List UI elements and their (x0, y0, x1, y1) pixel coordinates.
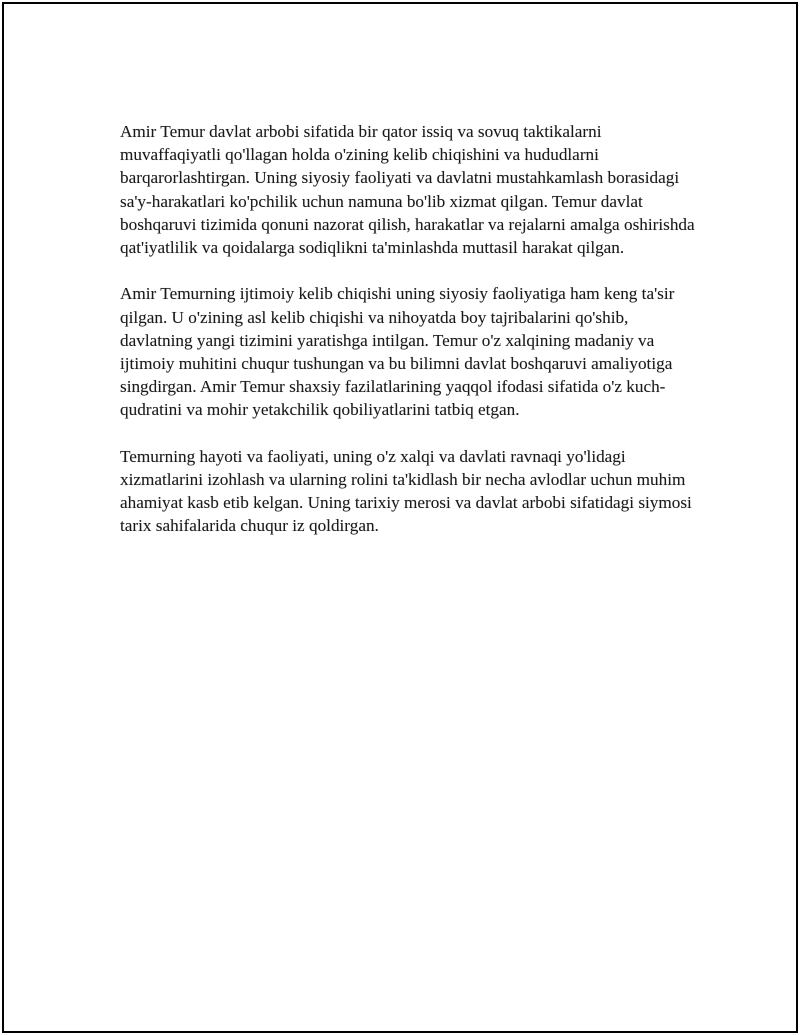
paragraph-3: Temurning hayoti va faoliyati, uning o'z xalqi va davlati ravnaqi yo'lidagi xizmatlarini izohlash va ularning rolini ta'kidlash bir necha avlodlar uchun muhim ahamiyat kasb etib kelgan. Uning tarixiy merosi va davlat arbobi sifatidagi siymosi tarix sahifalarida chuqur iz qoldirgan. (120, 446, 692, 536)
document-body (120, 120, 700, 561)
document-page (2, 2, 798, 1033)
paragraph-2: Amir Temurning ijtimoiy kelib chiqishi uning siyosiy faoliyatiga ham keng ta'sir qilgan. U o'zining asl kelib chiqishi va nihoyatda boy tajribalarini qo'shib, davlatning yangi tizimini yaratishga intilgan. Temur o'z xalqining madaniy va ijtimoiy muhitini chuqur tushungan va bu bilimni davlat boshqaruvi amaliyotiga singdirgan. Amir Temur shaxsiy fazilatlarining yaqqol ifodasi sifatida o'z kuch-qudratini va mohir yetakchilik qobiliyatlarini tatbiq etgan. (120, 284, 675, 420)
paragraph-1: Amir Temur davlat arbobi sifatida bir qator issiq va sovuq taktikalarni muvaffaqiyatli qo'llagan holda o'zining kelib chiqishini va hududlarni barqarorlashtirgan. Uning siyosiy faoliyati va davlatni mustahkamlash borasidagi sa'y-harakatlari ko'pchilik uchun namuna bo'lib xizmat qilgan. Temur davlat boshqaruvi tizimida qonuni nazorat qilish, harakatlar va rejalarni amalga oshirishda qat'iyatlilik va qoidalarga sodiqlikni ta'minlashda muttasil harakat qilgan. (120, 122, 695, 258)
